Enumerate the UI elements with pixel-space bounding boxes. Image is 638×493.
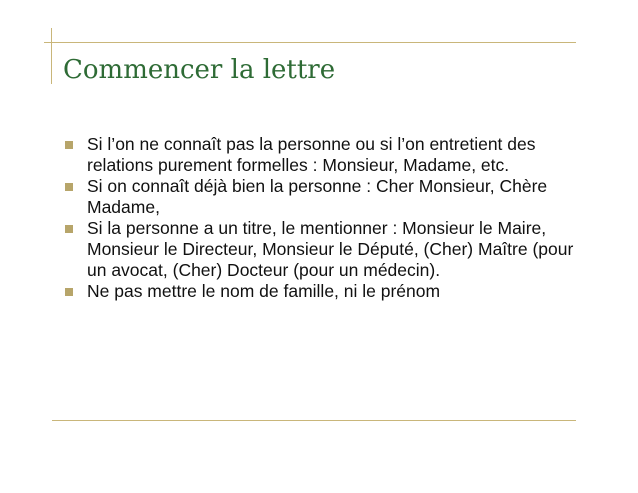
bullet-item [62,176,582,218]
square-bullet-icon [65,225,73,233]
bullet-list [62,134,582,302]
bullet-item [62,218,582,281]
bullet-text: Si on connaît déjà bien la personne : Cher Monsieur, Chère Madame, [87,176,548,217]
square-bullet-icon [65,141,73,149]
slide-title: Commencer la lettre [63,55,336,85]
bullet-item [62,281,582,302]
footer-divider [52,420,576,421]
square-bullet-icon [65,183,73,191]
title-accent-horizontal-rule [44,42,576,43]
bullet-item [62,134,582,176]
bullet-text: Ne pas mettre le nom de famille, ni le prénom [87,281,441,301]
bullet-text: Si la personne a un titre, le mentionner : Monsieur le Maire, Monsieur le Directeur, Monsieur le Député, (Cher) Maître (pour un avocat, (Cher) Docteur (pour un médecin). [87,218,574,280]
square-bullet-icon [65,288,73,296]
title-accent-vertical-rule [51,28,52,84]
bullet-text: Si l’on ne connaît pas la personne ou si l’on entretient des relations purement formelles : Monsieur, Madame, etc. [87,134,536,175]
